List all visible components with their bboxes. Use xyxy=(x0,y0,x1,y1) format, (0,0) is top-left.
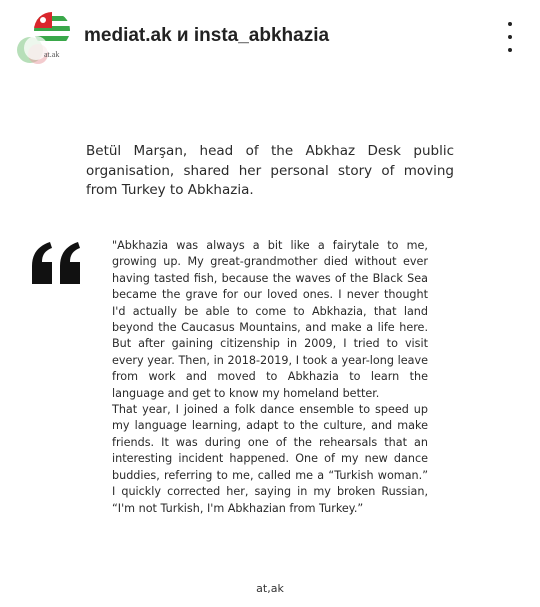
quote-paragraph: "Abkhazia was always a bit like a fairytale to me, growing up. My great-grandmother died without ever having tasted fish, because the waves of the Black Sea became the grave for our loved ones. I never thought I'd actually be able to come to Abkhazia, that land beyond the Caucasus Mountains, and make a life here. But after gaining citizenship in 2009, I tried to visit every year. Then, in 2018-2019, I took a year-long leave from work and moved to Abkhazia to learn the language and get to know my homeland better. xyxy=(112,239,428,400)
avatar-text: at.ak xyxy=(44,50,60,59)
quote-icon xyxy=(30,242,82,284)
quote-paragraph: That year, I joined a folk dance ensemble to speed up my language learning, adapt to the culture, and make friends. It was during one of the rehearsals that an interesting incident happened. One of my new dance buddies, referring to me, called me a “Turkish woman.” I quickly corrected her, saying in my broken Russian, “I'm not Turkish, I'm Abkhazian from Turkey.” xyxy=(112,403,428,515)
quote-text xyxy=(112,238,428,517)
avatar[interactable] xyxy=(16,10,72,66)
post-intro: Betül Marşan, head of the Abkhaz Desk public organisation, shared her personal story of moving from Turkey to Abkhazia. xyxy=(86,143,454,198)
post-header xyxy=(0,0,540,72)
more-vertical-icon xyxy=(508,22,512,26)
more-options-button[interactable] xyxy=(498,22,522,52)
footer-handle: at,ak xyxy=(256,582,284,595)
account-name[interactable]: mediat.ak и insta_abkhazia xyxy=(84,25,330,46)
